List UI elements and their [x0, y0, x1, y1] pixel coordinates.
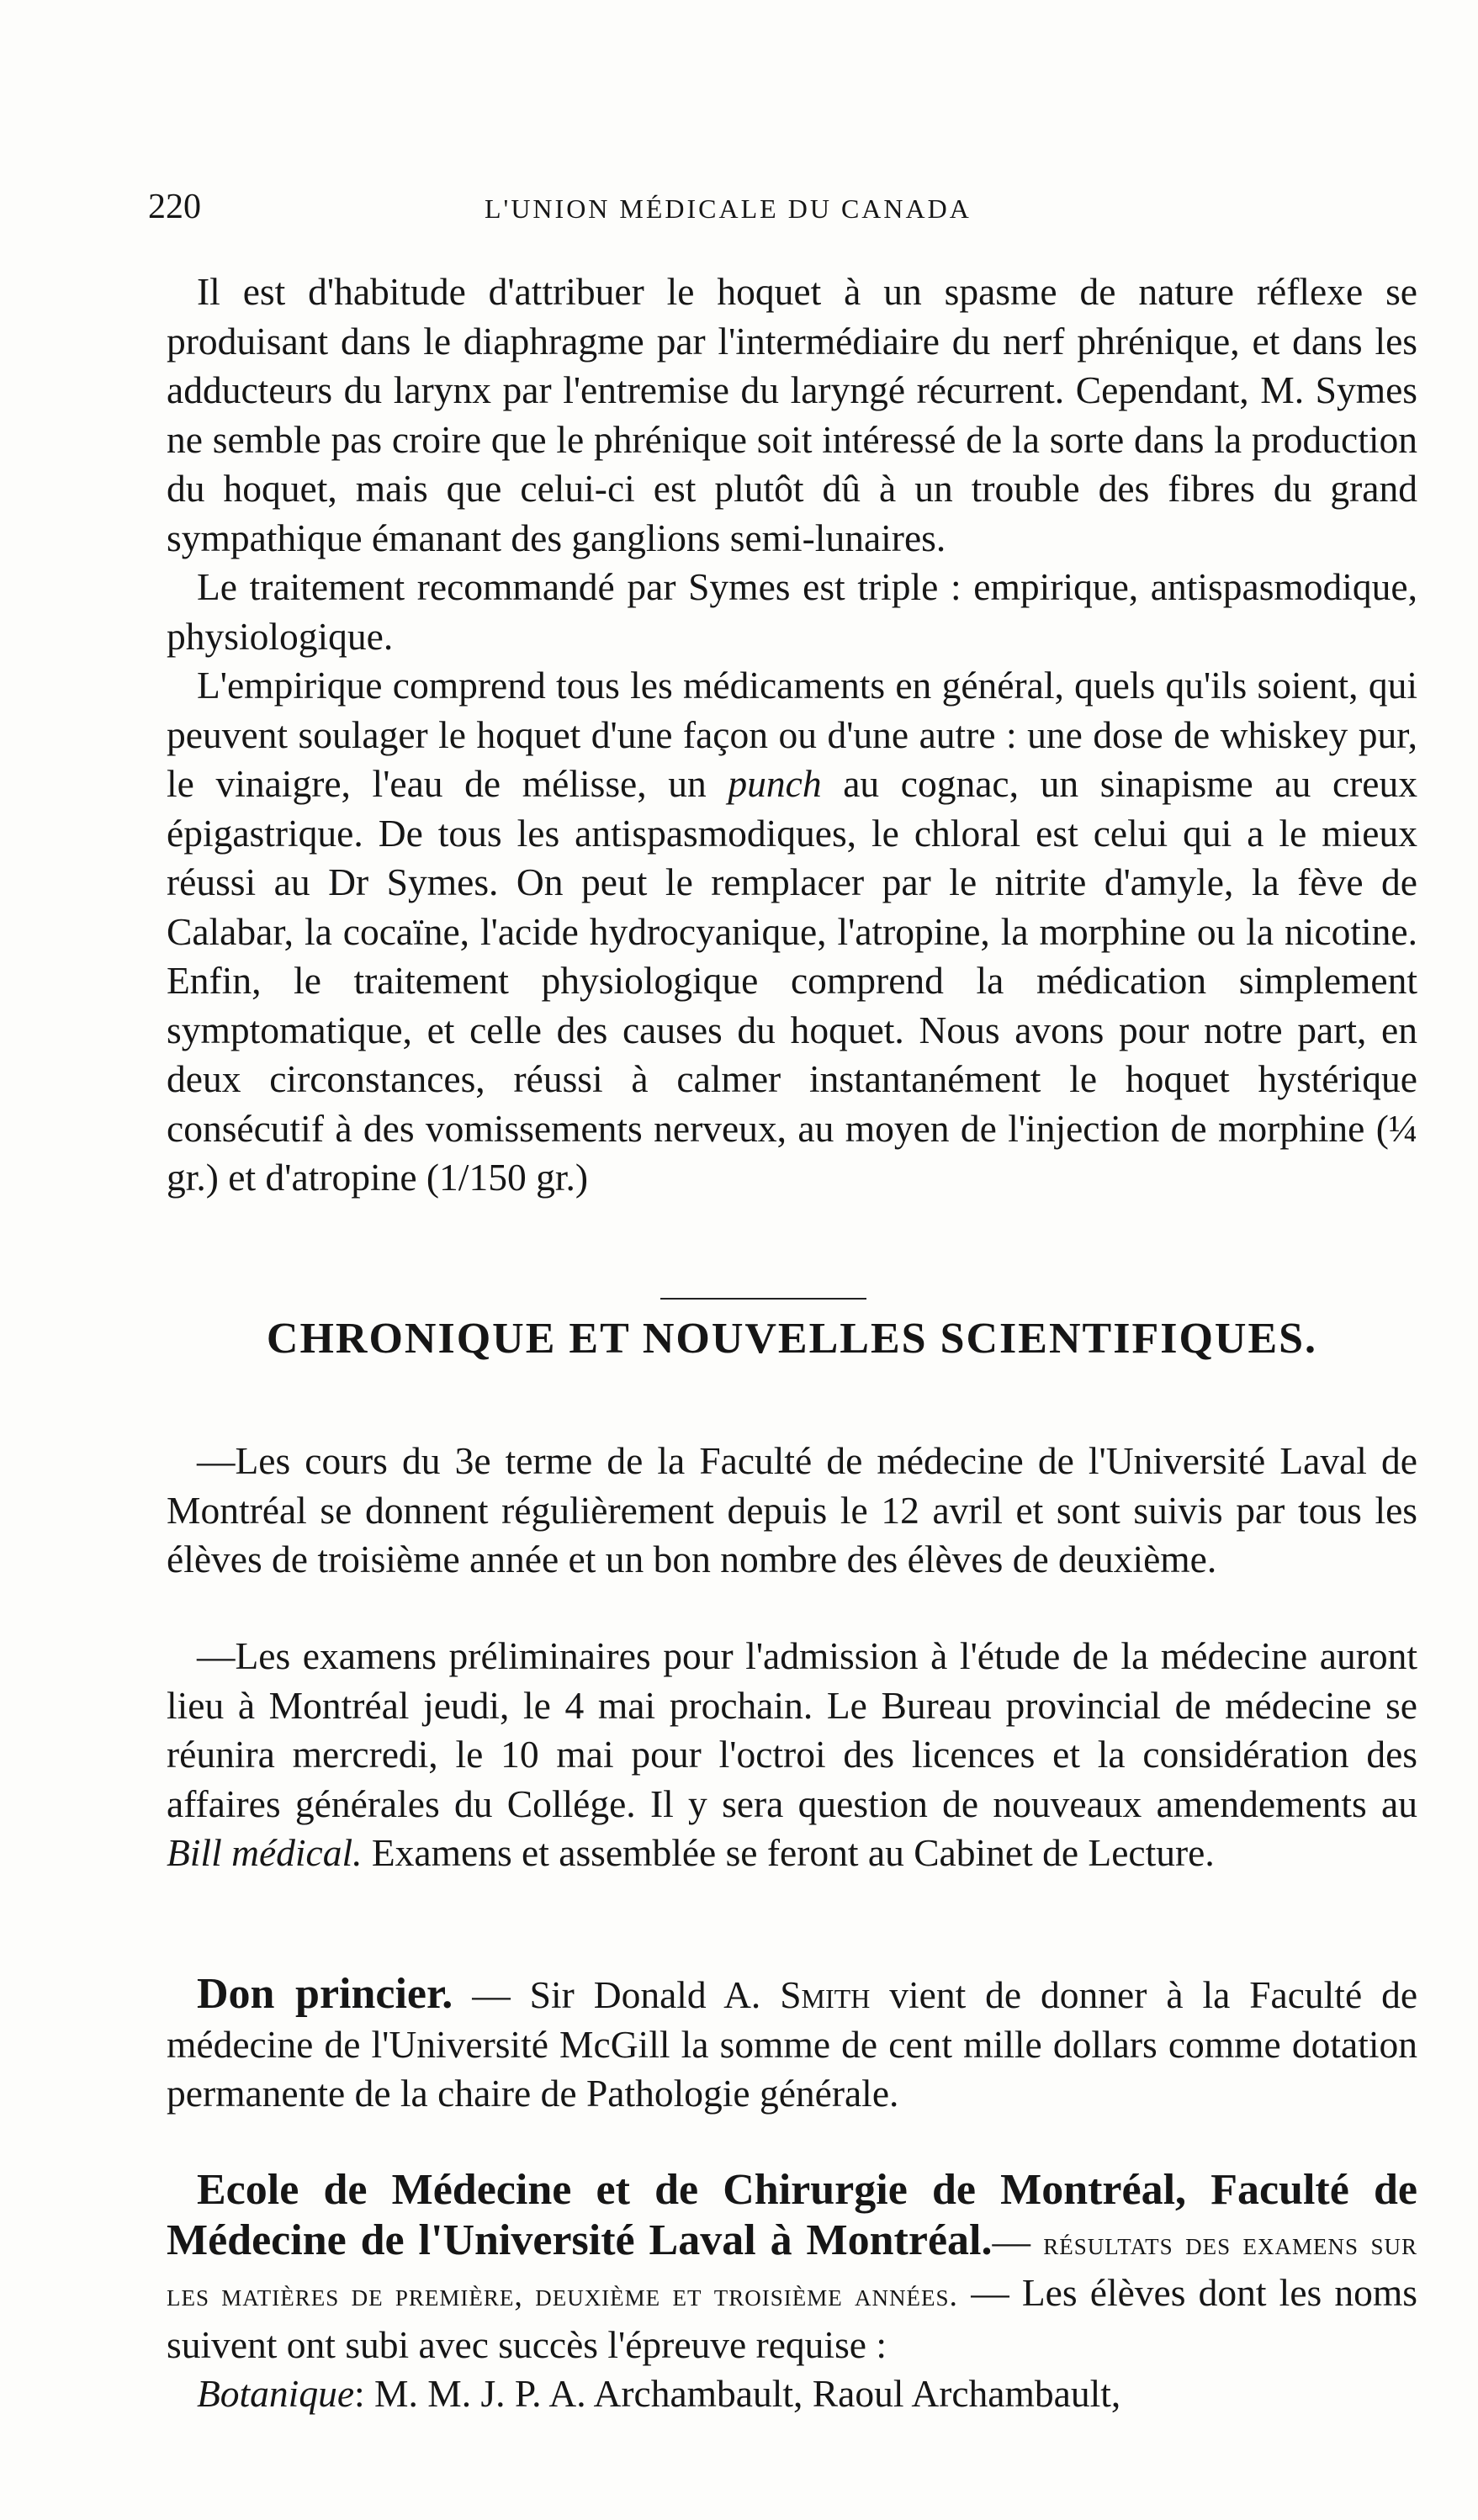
subject-label: Botanique: [197, 2372, 355, 2415]
page-header: [148, 187, 1418, 237]
person-name: Smith: [780, 1973, 871, 2016]
news-item: —Les cours du 3e terme de la Faculté de médecine de l'Université Laval de Montréal se donnent régulièrement depuis le 12 avril et sont suivis par tous les élèves de troisième année et un bon nombre des élèves de deuxième.: [167, 1439, 1417, 1580]
section-divider: [660, 1298, 866, 1300]
news-block-1: [167, 1437, 1417, 1585]
news-lead: Ecole de Médecine et de Chirurgie de Montréal, Faculté de Médecine de l'Université Laval à Montréal.: [167, 2166, 1417, 2264]
paragraph-text: au cognac, un sinapisme au creux épigastrique. De tous les antispasmodiques, le chloral est celui qui a le mieux réussi au Dr Symes. On peut le remplacer par le nitrite d'amyle, la fève de Calabar, la cocaïne, l'acide hydrocyanique, l'atropine, la morphine ou la nicotine. Enfin, le traitement physiologique comprend la médication simplement symptomatique, et celle des causes du hoquet. Nous avons pour notre part, en deux circonstances, réussi à calmer instantanément le hoquet hystérique consécutif à des vomissements nerveux, au moyen de l'injection de morphine (¼ gr.) et d'atropine (1/150 gr.): [167, 762, 1418, 1199]
paragraph: [167, 661, 1417, 1203]
news-text: — Les élèves dont les noms suivent ont subi avec succès l'épreuve requise :: [167, 2271, 1417, 2366]
subject-names: : M. M. J. P. A. Archambault, Raoul Archambault,: [354, 2372, 1121, 2415]
paragraph: [167, 563, 1417, 661]
italic-term: Bill médical.: [167, 1831, 363, 1874]
news-block-3: [167, 1970, 1417, 2119]
paragraph: [167, 267, 1417, 563]
news-text: Examens et assemblée se feront au Cabinet de Lecture.: [371, 1831, 1215, 1874]
paragraph-text: Il est d'habitude d'attribuer le hoquet à un spasme de nature réflexe se produisant dans le diaphragme par l'intermédiaire du nerf phrénique, et dans les adducteurs du larynx par l'entremise du laryngé récurrent. Cependant, M. Symes ne semble pas croire que le phrénique soit intéressé de la sorte dans la production du hoquet, mais que celui-ci est plutôt dû à un trouble des fibres du grand sympathique émanant des ganglions semi-lunaires.: [167, 270, 1417, 559]
news-block-2: [167, 1632, 1417, 1878]
article-text: [167, 267, 1417, 1203]
dash: —: [992, 2219, 1030, 2263]
news-item: [167, 1970, 1417, 2119]
news-block-4: [167, 2166, 1417, 2419]
running-title: L'UNION MÉDICALE DU CANADA: [485, 193, 972, 224]
paragraph-text: Le traitement recommandé par Symes est triple : empirique, antispasmodique, physiologique.: [167, 565, 1417, 658]
paragraph-text: L'empirique comprend tous les médicaments en général, quels qu'ils soient, qui peuvent soulager le hoquet d'une façon ou d'une autre : une dose de whiskey pur, le vinaigre, l'eau de mélisse, un: [167, 664, 1417, 805]
list-item: [167, 2369, 1417, 2419]
section-title: CHRONIQUE ET NOUVELLES SCIENTIFIQUES.: [266, 1315, 1318, 1363]
news-lead: Don princier.: [197, 1970, 453, 2018]
news-item: [167, 2166, 1417, 2369]
italic-term: punch: [728, 762, 822, 805]
page-number: 220: [148, 188, 201, 226]
news-text: vient de donner à la Faculté de médecine de l'Université McGill la somme de cent mille dollars comme dotation permanente de la chaire de Pathologie générale.: [167, 1973, 1418, 2115]
news-item: [167, 1632, 1417, 1878]
news-caps: résultats des examens sur les matières de première, deuxième et troisième années.: [167, 2226, 1417, 2313]
news-text: —Les examens préliminaires pour l'admission à l'étude de la médecine auront lieu à Montréal jeudi, le 4 mai prochain. Le Bureau provincial de médecine se réunira mercredi, le 10 mai pour l'octroi des licences et la considération des affaires générales du Collége. Il y sera question de nouveaux amendements au: [167, 1634, 1417, 1825]
news-text: — Sir Donald A.: [472, 1973, 761, 2016]
